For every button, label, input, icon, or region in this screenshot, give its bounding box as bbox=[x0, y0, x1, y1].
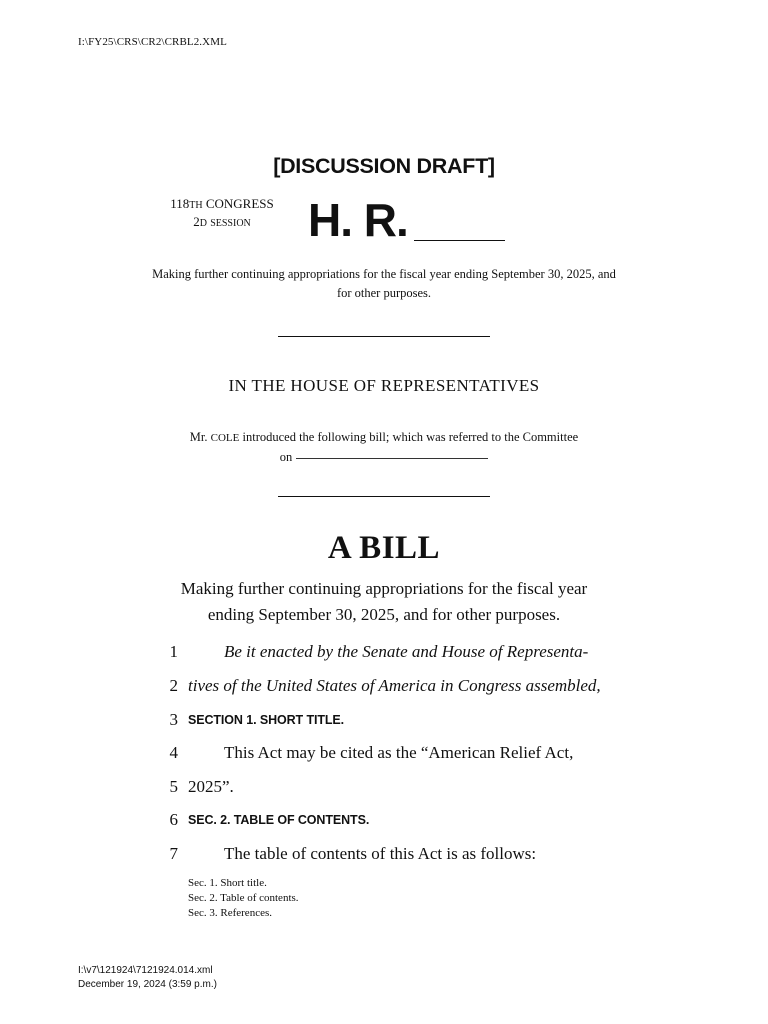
long-title: Making further continuing appropriations for the fiscal year ending September 30, 2025, and for other purposes. bbox=[180, 579, 588, 624]
bill-number-label: H. R. bbox=[308, 194, 408, 246]
line-number: 3 bbox=[169, 710, 178, 729]
house-heading: IN THE HOUSE OF REPRESENTATIVES bbox=[228, 376, 540, 395]
divider-rule bbox=[278, 496, 490, 497]
draft-label: [DISCUSSION DRAFT] bbox=[273, 154, 495, 178]
line-number: 5 bbox=[169, 777, 178, 796]
bill-summary: Making further continuing appropriations for the fiscal year ending September 30, 2025, and for other purposes. bbox=[152, 267, 616, 300]
section-text: The table of contents of this Act is as follows: bbox=[224, 844, 537, 863]
section-text: This Act may be cited as the “American Relief Act, bbox=[224, 743, 574, 762]
footer-path: I:\v7\121924\7121924.014.xml bbox=[78, 965, 213, 976]
session-number: 2D SESSION bbox=[193, 214, 251, 229]
file-path: I:\FY25\CRS\CR2\CRBL2.XML bbox=[78, 36, 227, 48]
line-number: 1 bbox=[169, 642, 178, 661]
congress-number: 118TH CONGRESS bbox=[170, 196, 274, 211]
footer bbox=[78, 964, 217, 992]
line-number: 7 bbox=[169, 844, 178, 863]
section-text: 2025”. bbox=[188, 777, 234, 796]
sponsor-name: COLE bbox=[210, 432, 240, 444]
footer-date: December 19, 2024 (3:59 p.m.) bbox=[78, 979, 217, 990]
toc-entry: Sec. 2. Table of contents. bbox=[188, 892, 299, 904]
bill-title: A BILL bbox=[327, 530, 441, 566]
line-number: 6 bbox=[169, 810, 178, 829]
line-number: 2 bbox=[169, 676, 178, 695]
bill-number-blank bbox=[414, 240, 505, 241]
congress-session-block bbox=[158, 196, 286, 232]
table-of-contents bbox=[188, 876, 299, 921]
toc-entry: Sec. 3. References. bbox=[188, 907, 272, 919]
introduction-statement: Mr. COLE introduced the following bill; which was referred to the Committee on bbox=[189, 430, 579, 464]
toc-entry: Sec. 1. Short title. bbox=[188, 877, 267, 889]
section-heading: SEC. 2. TABLE OF CONTENTS. bbox=[188, 813, 370, 827]
divider-rule bbox=[278, 336, 490, 337]
section-heading: SECTION 1. SHORT TITLE. bbox=[188, 713, 345, 727]
line-number: 4 bbox=[169, 743, 178, 762]
committee-blank bbox=[296, 457, 488, 459]
enacting-clause: Be it enacted by the Senate and House of Representa- bbox=[224, 642, 589, 661]
enacting-clause: tives of the United States of America in Congress assembled, bbox=[188, 676, 601, 695]
